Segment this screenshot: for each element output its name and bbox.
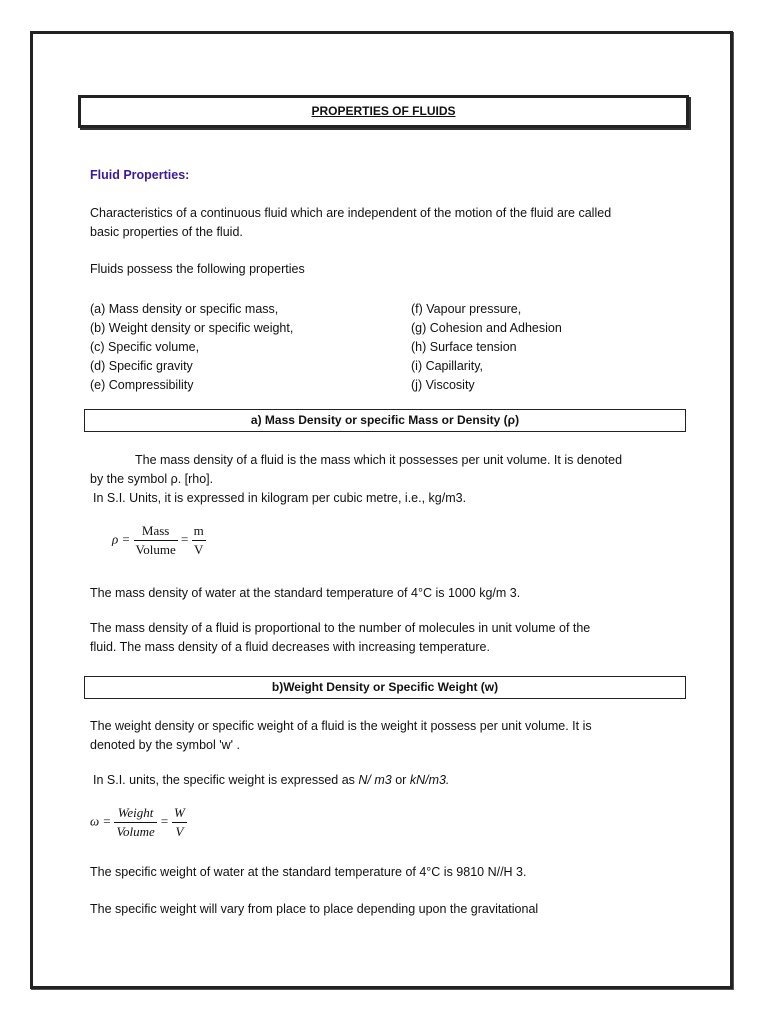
possess-line: Fluids possess the following properties — [90, 262, 305, 276]
weight-line-2: denoted by the symbol 'w' . — [90, 738, 240, 752]
weight-units-kn: kN/m3. — [409, 773, 450, 787]
weight-water-line: The specific weight of water at the standard temperature of 4°C is 9810 N//H 3. — [90, 865, 527, 879]
list-item: (j) Viscosity — [411, 378, 475, 392]
list-item: (a) Mass density or specific mass, — [90, 302, 279, 316]
list-item: (d) Specific gravity — [90, 359, 193, 373]
formula-fraction-1 — [134, 523, 178, 558]
formula-fraction-2 — [172, 805, 187, 840]
formula-lhs: ρ = — [112, 531, 131, 547]
mass-prop-line-2: fluid. The mass density of a fluid decreases with increasing temperature. — [90, 640, 490, 654]
list-item: (e) Compressibility — [90, 378, 194, 392]
section-b-heading: b)Weight Density or Specific Weight (w) — [84, 676, 686, 699]
formula-numerator: m — [192, 523, 206, 541]
list-item: (c) Specific volume, — [90, 340, 200, 354]
mass-line-3: In S.I. Units, it is expressed in kilogram per cubic metre, i.e., kg/m3. — [93, 491, 467, 505]
specific-weight-formula — [90, 805, 187, 840]
formula-denominator: Volume — [116, 824, 155, 839]
weight-line-1: The weight density or specific weight of a fluid is the weight it possess per unit volume. It is — [90, 719, 592, 733]
page-title: PROPERTIES OF FLUIDS — [311, 104, 456, 118]
fluid-properties-heading: Fluid Properties: — [90, 168, 190, 182]
intro-line-1: Characteristics of a continuous fluid which are independent of the motion of the fluid are called — [90, 206, 612, 220]
mass-water-line: The mass density of water at the standard temperature of 4°C is 1000 kg/m 3. — [90, 586, 521, 600]
mass-line-1: The mass density of a fluid is the mass which it possesses per unit volume. It is denoted — [135, 453, 623, 467]
formula-fraction-2 — [192, 523, 206, 558]
section-a-heading: a) Mass Density or specific Mass or Density (ρ) — [84, 409, 686, 432]
intro-line-2: basic properties of the fluid. — [90, 225, 243, 239]
list-item: (b) Weight density or specific weight, — [90, 321, 294, 335]
mass-density-formula — [112, 523, 206, 558]
formula-numerator: Mass — [134, 523, 178, 541]
weight-units-or: or — [391, 773, 410, 787]
title-box — [78, 95, 689, 128]
formula-denominator: V — [193, 542, 204, 557]
formula-denominator: Volume — [135, 542, 176, 557]
formula-equals: = — [180, 531, 189, 547]
formula-denominator: V — [175, 824, 184, 839]
formula-equals: = — [159, 813, 169, 829]
formula-fraction-1 — [114, 805, 156, 840]
mass-line-2: by the symbol ρ. [rho]. — [90, 472, 214, 486]
list-item: (f) Vapour pressure, — [411, 302, 522, 316]
weight-units-line — [93, 773, 449, 787]
weight-units-n: N/ m3 — [358, 773, 392, 787]
list-item: (g) Cohesion and Adhesion — [411, 321, 562, 335]
properties-right-list — [411, 300, 562, 395]
mass-prop-line-1: The mass density of a fluid is proportional to the number of molecules in unit volume of the — [90, 621, 591, 635]
list-item: (h) Surface tension — [411, 340, 517, 354]
weight-vary-line: The specific weight will vary from place to place depending upon the gravitational — [90, 902, 539, 916]
formula-lhs: ω = — [90, 813, 112, 829]
formula-numerator: Weight — [114, 805, 156, 823]
properties-left-list — [90, 300, 293, 395]
formula-numerator: W — [172, 805, 187, 823]
list-item: (i) Capillarity, — [411, 359, 483, 373]
weight-units-prefix: In S.I. units, the specific weight is expressed as — [93, 773, 359, 787]
